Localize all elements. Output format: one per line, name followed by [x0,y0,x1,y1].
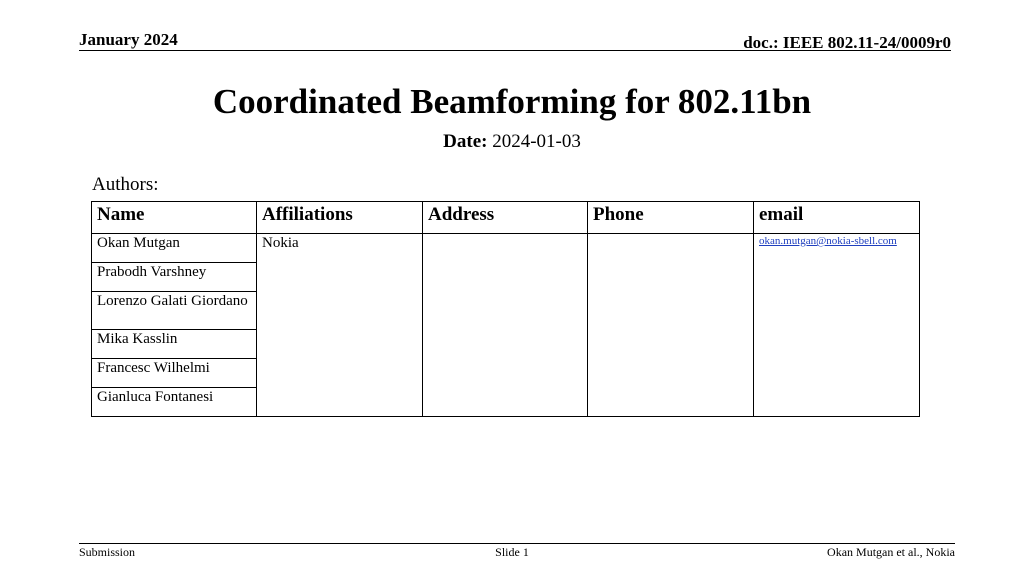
header-name: Name [92,202,257,234]
footer-divider [79,543,955,544]
author-name: Lorenzo Galati Giordano [92,292,257,330]
authors-table [91,201,920,417]
table-row [92,234,920,263]
header-divider [79,50,951,51]
email-cell [754,234,920,417]
email-link[interactable]: okan.mutgan@nokia-sbell.com [759,235,897,247]
header-email: email [754,202,920,234]
page-title: Coordinated Beamforming for 802.11bn [212,82,812,121]
address-cell [423,234,588,417]
footer-slide-number: Slide 1 [495,545,529,559]
date-label: Date: [443,131,488,152]
authors-label: Authors: [92,174,159,195]
author-name: Gianluca Fontanesi [92,388,257,417]
phone-cell [588,234,754,417]
date-line [0,131,1024,153]
author-name: Francesc Wilhelmi [92,359,257,388]
author-name: Okan Mutgan [92,234,257,263]
affiliation-cell: Nokia [257,234,423,417]
header-date: January 2024 [79,30,178,49]
footer-author: Okan Mutgan et al., Nokia [827,545,955,559]
header-phone: Phone [588,202,754,234]
date-value: 2024-01-03 [492,131,581,152]
author-name: Prabodh Varshney [92,263,257,292]
footer-submission: Submission [79,545,136,559]
header-affiliations: Affiliations [257,202,423,234]
author-name: Mika Kasslin [92,330,257,359]
table-header-row [92,202,920,234]
header-doc-id: doc.: IEEE 802.11-24/0009r0 [743,33,951,52]
header-address: Address [423,202,588,234]
